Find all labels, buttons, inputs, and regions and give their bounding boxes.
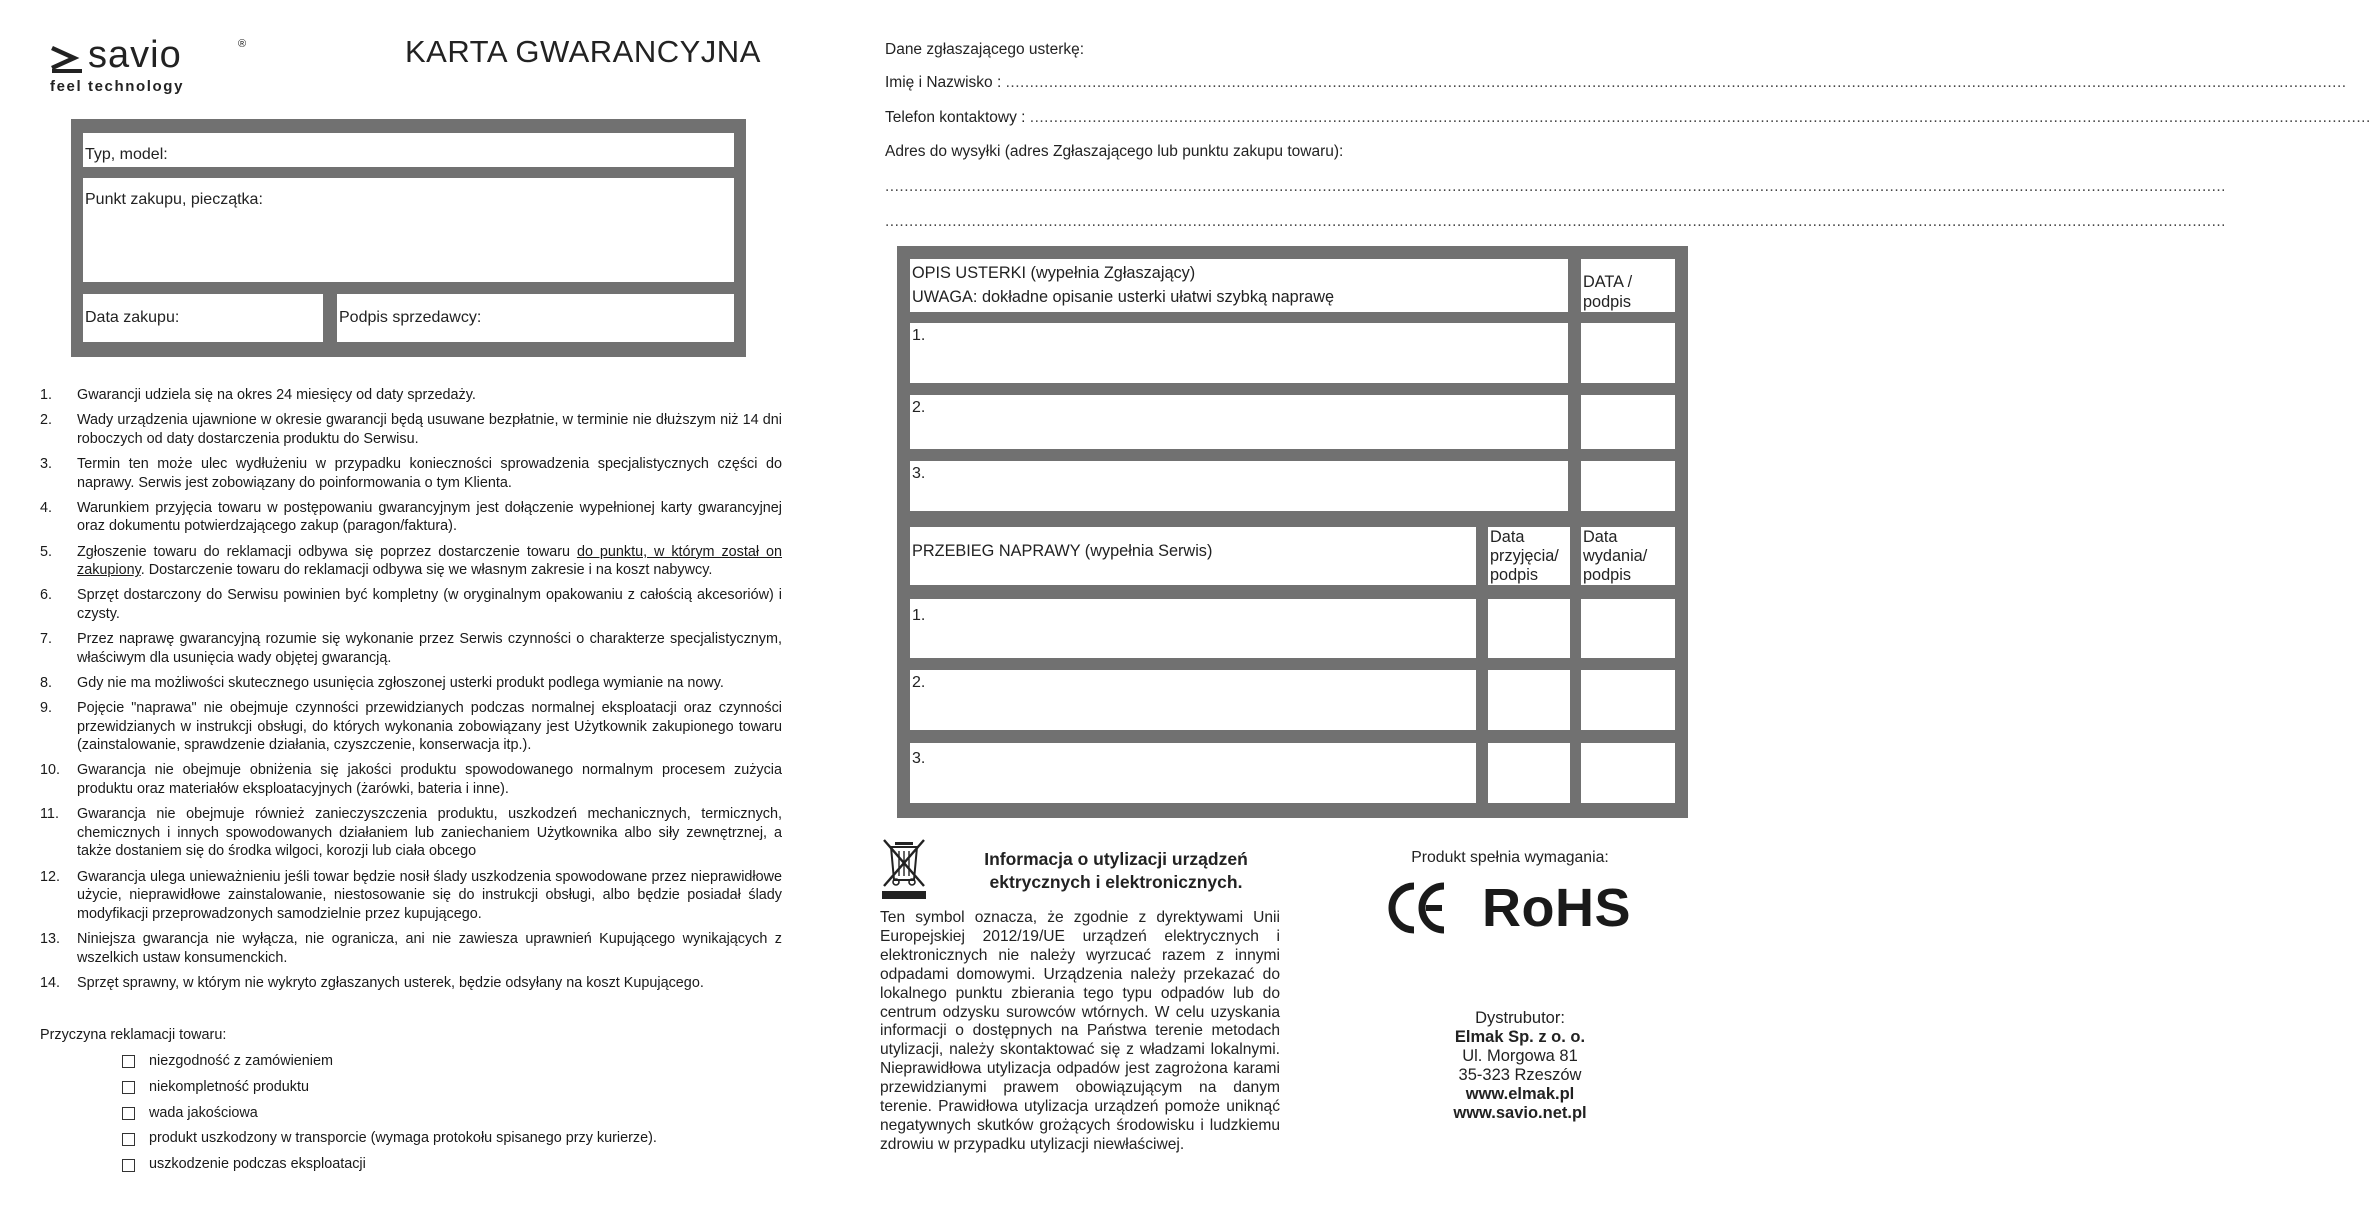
phone-label: Telefon kontaktowy : [885, 109, 1026, 126]
defect-row[interactable]: 2. [910, 395, 1568, 449]
distributor-street: Ul. Morgowa 81 [1462, 1047, 1578, 1065]
name-line[interactable] [885, 74, 2347, 92]
distributor-city: 35-323 Rzeszów [1458, 1066, 1582, 1084]
term-item: 12. Gwarancja ulega unieważnieniu jeśli towar będzie nosił ślady uszkodzenia spowodowane przez nieprawidłowe użycie, nieprawidłowe zainstalowanie, niestosowanie się do instrukcji obsługi, albo będzie posiadał ślady modyfikacji przeprowadzonych samodzielnie przez kupującego. [40, 868, 782, 922]
repair-row[interactable]: 1. [910, 599, 1476, 658]
term-item: 10. Gwarancja nie obejmuje obniżenia się jakości produktu spowodowanego normalnym procesem zużycia produktu oraz materiałów eksploatacyjnych (żarówki, bateria i inne). [40, 762, 782, 798]
repair-header [910, 527, 1476, 585]
defect-date-header: DATA / podpis [1581, 259, 1675, 312]
reasons-title: Przyczyna reklamacji towaru: [40, 1027, 227, 1043]
repair-issued-cell[interactable] [1581, 743, 1675, 803]
savio-chevron-icon [48, 44, 86, 74]
ce-mark-icon [1388, 880, 1448, 936]
phone-dots: ....................................................................................................................................................................................................................................................................................... [1029, 109, 2371, 126]
address-line-1[interactable] [885, 178, 2226, 196]
repair-issued-header: Data wydania/ podpis [1581, 527, 1675, 585]
savio-logo [48, 34, 247, 102]
distributor-label: Dystrubutor: [1475, 1009, 1565, 1027]
reasons-list [122, 1049, 657, 1178]
checkbox[interactable] [122, 1081, 135, 1094]
disposal-body: Ten symbol oznacza, że zgodnie z dyrektywami Unii Europejskiej 2012/19/UE urządzeń elektrycznych i elektronicznych nie należy wyrzucać razem z innymi odpadami domowymi. Urządzenia należy przekazać do lokalnego punktu zbierania tego typu odpadów lub do centrum odzysku surowców wtórnych. W celu uzyskania informacji o dostępnych na Państwa terenie metodach utylizacji, należy skontaktować się z władzami lokalnymi. Nieprawidłowa utylizacja odpadów jest zagrożona karami przewidzianymi prawem obowiązującym na danym terenie. Prawidłowa utylizacja urządzeń pomoże uniknąć negatywnych skutków grożących środowisku i ludzkiemu zdrowiu w przypadku utylizacji niewłaściwej. [880, 909, 1280, 1153]
distributor-web-savio[interactable]: www.savio.net.pl [1453, 1104, 1587, 1122]
page-title: KARTA GWARANCYJNA [405, 34, 761, 69]
term-item: 2. Wady urządzenia ujawnione w okresie gwarancji będą usuwane bezpłatnie, w terminie nie dłuższym niż 14 dni roboczych od daty dostarczenia produktu do Serwisu. [40, 412, 782, 447]
checkbox[interactable] [122, 1055, 135, 1068]
checkbox[interactable] [122, 1107, 135, 1120]
term-item: 8. Gdy nie ma możliwości skutecznego usunięcia zgłoszonej usterki produkt podlega wymianie na nowy. [40, 674, 724, 691]
type-model-label: Typ, model: [85, 146, 168, 163]
repair-received-cell[interactable] [1488, 670, 1570, 730]
repair-received-cell[interactable] [1488, 743, 1570, 803]
defect-repair-table [897, 246, 1688, 818]
defect-date-cell[interactable] [1581, 461, 1675, 511]
reason-option[interactable]: niekompletność produktu [122, 1075, 657, 1101]
defect-title: OPIS USTERKI (wypełnia Zgłaszający) [912, 264, 1196, 282]
warranty-terms [40, 386, 782, 999]
name-dots: ....................................................................................................................................................................................................................................................................................... [1005, 74, 2347, 91]
product-form [71, 119, 746, 357]
term-item: 1. Gwarancji udziela się na okres 24 miesięcy od daty sprzedaży. [40, 387, 476, 403]
term-item: 5. Zgłoszenie towaru do reklamacji odbywa się poprzez dostarczenie towaru do punktu, w którym został on zakupiony. Dostarczenie towaru do reklamacji odbywa się we własnym zakresie i na koszt nabywcy. [40, 543, 782, 579]
logo-tagline: feel technology [50, 78, 185, 95]
disposal-title: Informacja o utylizacji urządzeń ektrycznych i elektronicznych. [984, 849, 1248, 892]
seller-signature-field[interactable] [337, 294, 734, 342]
reporter-heading: Dane zgłaszającego usterkę: [885, 41, 1085, 58]
rohs-mark: RoHS [1482, 878, 1631, 938]
distributor-name: Elmak Sp. z o. o. [1454, 1028, 1586, 1046]
term-item: 4. Warunkiem przyjęcia towaru w postępowaniu gwarancyjnym jest dołączenie wypełnionej karty gwarancyjnej oraz dokumentu potwierdzającego zakup (paragon/faktura). [40, 499, 782, 535]
reason-option[interactable]: wada jakościowa [122, 1101, 657, 1127]
address-label: Adres do wysyłki (adres Zgłaszającego lub punktu zakupu towaru): [885, 143, 1344, 160]
checkbox[interactable] [122, 1159, 135, 1172]
registered-mark: ® [238, 38, 247, 50]
repair-issued-cell[interactable] [1581, 670, 1675, 730]
seller-signature-label: Podpis sprzedawcy: [339, 309, 482, 326]
type-model-field[interactable] [83, 133, 734, 167]
reason-option[interactable]: niezgodność z zamówieniem [122, 1049, 657, 1075]
repair-row[interactable]: 3. [910, 743, 1476, 803]
phone-line[interactable] [885, 109, 2371, 127]
purchase-date-label: Data zakupu: [85, 309, 180, 326]
repair-row[interactable]: 2. [910, 670, 1476, 730]
address-line-2[interactable] [885, 213, 2226, 231]
repair-title: PRZEBIEG NAPRAWY (wypełnia Serwis) [912, 542, 1213, 560]
defect-date-cell[interactable] [1581, 395, 1675, 449]
defect-row[interactable]: 3. [910, 461, 1568, 511]
term-item: 7. Przez naprawę gwarancyjną rozumie się wykonanie przez Serwis czynności o charakterze specjalistycznym, właściwym dla usunięcia wady objętej gwarancją. [40, 631, 782, 666]
name-label: Imię i Nazwisko : [885, 74, 1002, 91]
checkbox[interactable] [122, 1133, 135, 1146]
reason-option[interactable]: uszkodzenie podczas eksploatacji [122, 1152, 657, 1178]
distributor-web-elmak[interactable]: www.elmak.pl [1465, 1085, 1575, 1103]
defect-date-cell[interactable] [1581, 323, 1675, 383]
weee-bin-icon [880, 836, 928, 900]
term-item: 6. Sprzęt dostarczony do Serwisu powinien być kompletny (w oryginalnym opakowaniu z całością akcesoriów) i czysty. [40, 587, 782, 622]
compliance-label: Produkt spełnia wymagania: [1411, 849, 1609, 866]
logo-wordmark: savio [88, 34, 182, 76]
term-item: 3. Termin ten może ulec wydłużeniu w przypadku konieczności sprowadzenia specjalistycznych części do naprawy. Serwis jest zobowiązany do poinformowania o tym Klienta. [40, 455, 782, 491]
repair-received-cell[interactable] [1488, 599, 1570, 658]
term-item: 11. Gwarancja nie obejmuje również zanieczyszczenia produktu, uszkodzeń mechanicznych, termicznych, chemicznych i innych spowodowanych działaniem lub zaniechaniem Użytkownika albo siły zewnętrznej, a także dostaniem się do środka wilgoci, korozji lub ciała obcego [40, 806, 782, 860]
address-dots: ....................................................................................................................................................................................................................................................................................... [885, 178, 2226, 195]
term-item: 9. Pojęcie "naprawa" nie obejmuje czynności przewidzianych podczas normalnej eksploatacji oraz czynności przewidzianych w instrukcji obsługi, do których wykonania zobowiązany jest Użytkownik zakupionego towaru (zainstalowanie, sprawdzenie działania, czyszczenie, konserwacja itp.). [40, 700, 782, 754]
defect-header [910, 259, 1568, 312]
term-item: 14. Sprzęt sprawny, w którym nie wykryto zgłaszanych usterek, będzie odsyłany na koszt Kupującego. [40, 974, 704, 991]
purchase-date-field[interactable] [83, 294, 323, 342]
distributor-block [1410, 1009, 1630, 1123]
address-dots: ....................................................................................................................................................................................................................................................................................... [885, 213, 2226, 230]
term-item: 13. Niniejsza gwarancja nie wyłącza, nie ogranicza, ani nie zawiesza uprawnień Kupującego wynikających z wszelkich ustaw konsumenckich. [40, 930, 782, 966]
purchase-point-label: Punkt zakupu, pieczątka: [85, 191, 263, 208]
defect-note: UWAGA: dokładne opisanie usterki ułatwi szybką naprawę [912, 288, 1335, 306]
repair-received-header: Data przyjęcia/ podpis [1488, 527, 1570, 585]
defect-row[interactable]: 1. [910, 323, 1568, 383]
repair-issued-cell[interactable] [1581, 599, 1675, 658]
reason-option[interactable]: produkt uszkodzony w transporcie (wymaga protokołu spisanego przy kurierze). [122, 1126, 657, 1152]
purchase-point-field[interactable] [83, 178, 734, 282]
